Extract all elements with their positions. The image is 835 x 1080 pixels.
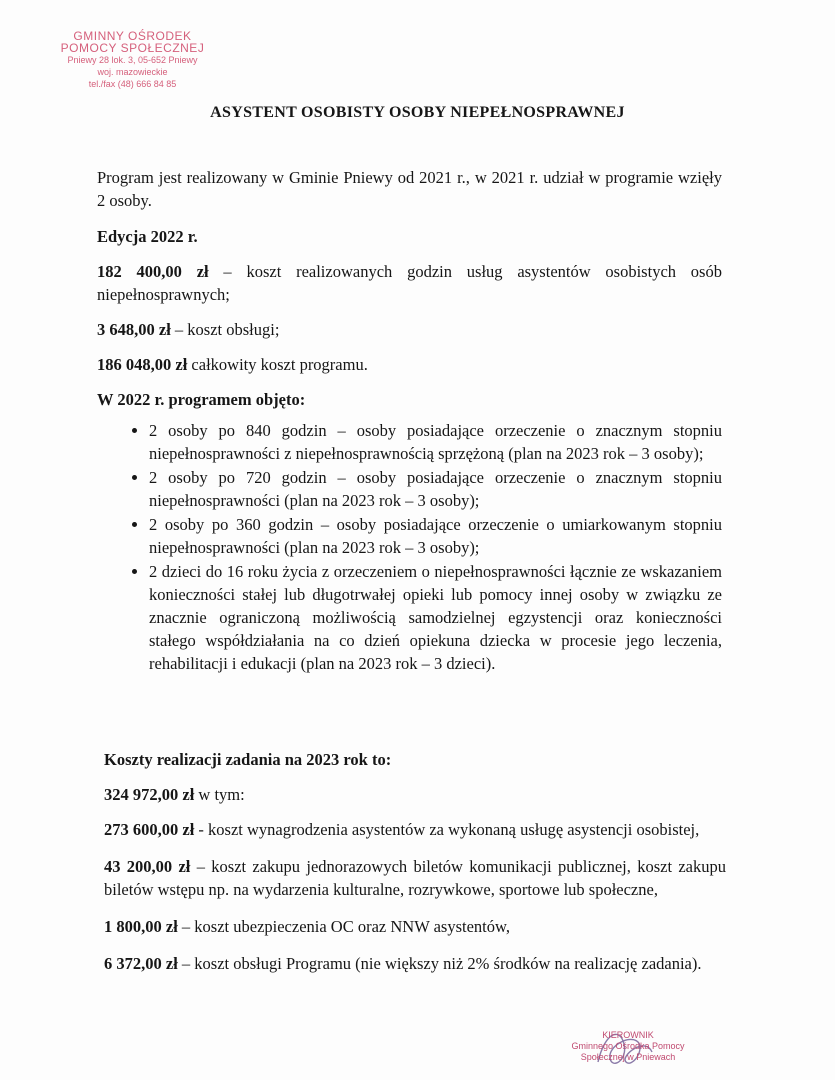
cost-description: – koszt realizowanych godzin usług asystentów osobistych osób niepełnosprawnych; xyxy=(97,262,722,304)
cost-2023-item xyxy=(104,818,726,841)
costs-2023-heading: Koszty realizacji zadania na 2023 rok to: xyxy=(104,750,392,769)
cost-amount: 43 200,00 zł xyxy=(104,857,191,876)
covered-list xyxy=(97,419,722,675)
stamp-line-1: GMINNY OŚRODEK xyxy=(73,29,192,43)
list-item: • 2 osoby po 720 godzin – osoby posiadające orzeczenie o znacznym stopniu niepełnosprawności (plan na 2023 rok – 3 osoby); xyxy=(149,466,722,512)
cost-amount: 3 648,00 zł xyxy=(97,320,171,339)
edition-heading: Edycja 2022 r. xyxy=(97,227,198,246)
cost-amount: 1 800,00 zł xyxy=(104,917,178,936)
list-item: • 2 dzieci do 16 roku życia z orzeczeniem o niepełnosprawności łącznie ze wskazaniem konieczności stałej lub długotrwałej opieki lub pomocy innej osoby w związku ze znacznie ograniczoną możliwością samodzielnej egzystencji oraz konieczności stałego współdziałania na co dzień opiekuna dziecka w procesie jego leczenia, rehabilitacji i edukacji (plan na 2023 rok – 3 dzieci). xyxy=(149,560,722,675)
cost-2023-item xyxy=(104,855,726,901)
cost-amount: 186 048,00 zł xyxy=(97,355,188,374)
stamp-line-3: Pniewy 28 lok. 3, 05-652 Pniewy xyxy=(67,55,198,65)
signature-stamp-line-2: Gminnego Ośrodka Pomocy xyxy=(571,1041,685,1051)
cost-description: – koszt obsługi; xyxy=(170,320,280,339)
cost-amount: 324 972,00 zł xyxy=(104,785,195,804)
costs-2023-section xyxy=(104,748,726,985)
cost-description: – koszt zakupu jednorazowych biletów komunikacji publicznej, koszt zakupu biletów wstępu np. na wydarzenia kulturalne, rozrywkowe, sportowe lub społeczne, xyxy=(104,857,726,899)
institution-stamp xyxy=(40,30,225,90)
list-item: • 2 osoby po 840 godzin – osoby posiadające orzeczenie o znacznym stopniu niepełnosprawności z niepełnosprawnością sprzężoną (plan na 2023 rok – 3 osoby); xyxy=(149,419,722,465)
stamp-line-2: POMOCY SPOŁECZNEJ xyxy=(60,41,205,55)
cost-amount: 6 372,00 zł xyxy=(104,954,178,973)
cost-description: – koszt ubezpieczenia OC oraz NNW asystentów, xyxy=(177,917,510,936)
stamp-line-5: tel./fax (48) 666 84 85 xyxy=(88,79,177,89)
signature-stamp-line-3: Społecznej w Pniewach xyxy=(580,1052,676,1062)
covered-heading: W 2022 r. programem objęto: xyxy=(97,390,306,409)
document-title: ASYSTENT OSOBISTY OSOBY NIEPEŁNOSPRAWNEJ xyxy=(210,104,625,121)
list-item: • 2 osoby po 360 godzin – osoby posiadające orzeczenie o umiarkowanym stopniu niepełnosprawności (plan na 2023 rok – 3 osoby); xyxy=(149,513,722,559)
cost-description: – koszt obsługi Programu (nie większy niż 2% środków na realizację zadania). xyxy=(177,954,702,973)
cost-description: - koszt wynagrodzenia asystentów za wykonaną usługę asystencji osobistej, xyxy=(194,820,700,839)
cost-2023-item xyxy=(104,915,726,938)
cost-2022-item xyxy=(97,318,722,341)
cost-amount: 182 400,00 zł xyxy=(97,262,209,281)
cost-description: całkowity koszt programu. xyxy=(187,355,368,374)
document-body xyxy=(97,166,722,683)
signature-stamp-line-1: KIEROWNIK xyxy=(602,1030,654,1040)
cost-amount: 273 600,00 zł xyxy=(104,820,195,839)
stamp-line-4: woj. mazowieckie xyxy=(97,67,168,77)
signature-stamp xyxy=(548,1030,708,1063)
cost-description: w tym: xyxy=(194,785,245,804)
cost-2022-item xyxy=(97,353,722,376)
intro-paragraph: Program jest realizowany w Gminie Pniewy od 2021 r., w 2021 r. udział w programie wzięły 2 osoby. xyxy=(97,168,722,210)
costs-2023-total xyxy=(104,783,726,806)
cost-2023-item xyxy=(104,952,726,975)
cost-2022-item xyxy=(97,260,722,306)
